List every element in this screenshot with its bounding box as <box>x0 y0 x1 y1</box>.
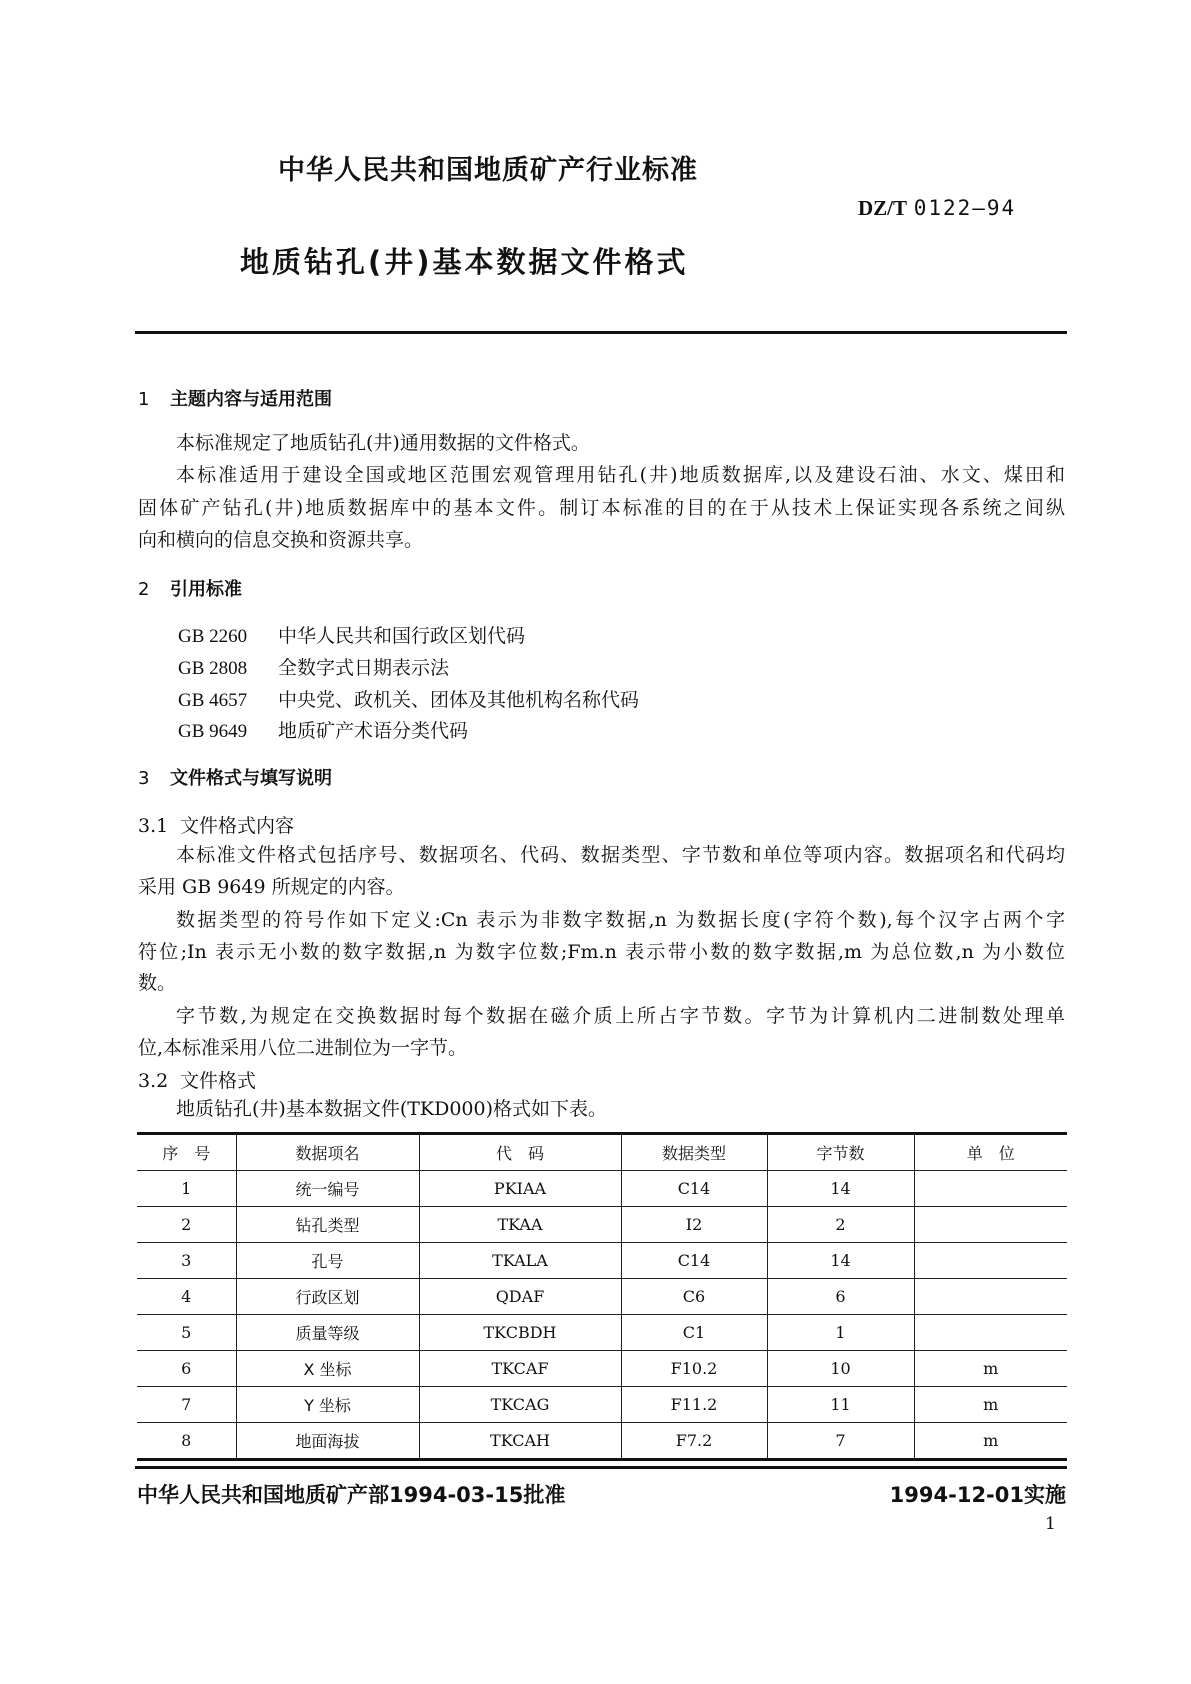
table-row <box>137 1171 1067 1207</box>
reference-item: GB 2808 全数字式日期表示法 <box>178 657 450 679</box>
table-cell: TKCBDH <box>419 1315 621 1351</box>
paragraph-line: 向和横向的信息交换和资源共享。 <box>138 529 424 551</box>
paragraph-line: 符位;In 表示无小数的数字数据,n 为数字位数;Fm.n 表示带小数的数字数据,m 为总位数,n 为小数位 <box>138 941 1065 963</box>
table-cell: 统一编号 <box>236 1171 419 1207</box>
table-cell: 11 <box>767 1387 914 1423</box>
paragraph-line: 位,本标准采用八位二进制位为一字节。 <box>138 1037 468 1059</box>
table-cell: 6 <box>767 1279 914 1315</box>
table-cell: 7 <box>137 1387 236 1423</box>
table-cell: 2 <box>767 1207 914 1243</box>
code-number: 0122—94 <box>913 196 1017 220</box>
table-cell: PKIAA <box>419 1171 621 1207</box>
table-row <box>137 1351 1067 1387</box>
table-cell: 8 <box>137 1423 236 1460</box>
section-3-2-heading: 3.2 文件格式 <box>138 1070 257 1092</box>
column-header: 单 位 <box>914 1134 1067 1171</box>
table-cell: 14 <box>767 1171 914 1207</box>
section-1-heading: 1 主题内容与适用范围 <box>138 389 332 410</box>
table-cell: 地面海拔 <box>236 1423 419 1460</box>
reference-item: GB 2260 中华人民共和国行政区划代码 <box>178 625 526 647</box>
table-header-row <box>137 1134 1067 1171</box>
table-cell: I2 <box>621 1207 767 1243</box>
table-cell: m <box>914 1351 1067 1387</box>
paragraph-line: 地质钻孔(井)基本数据文件(TKD000)格式如下表。 <box>176 1098 608 1120</box>
table-cell <box>914 1243 1067 1279</box>
reference-item: GB 4657 中央党、政机关、团体及其他机构名称代码 <box>178 689 640 711</box>
approval-text: 中华人民共和国地质矿产部1994-03-15批准 <box>137 1483 566 1507</box>
column-header: 字节数 <box>767 1134 914 1171</box>
table-cell: 1 <box>767 1315 914 1351</box>
table-cell: QDAF <box>419 1279 621 1315</box>
table-cell: F7.2 <box>621 1423 767 1460</box>
table-row <box>137 1279 1067 1315</box>
table-cell: 6 <box>137 1351 236 1387</box>
table-cell <box>914 1279 1067 1315</box>
table-cell: 14 <box>767 1243 914 1279</box>
column-header: 序 号 <box>137 1134 236 1171</box>
column-header: 代 码 <box>419 1134 621 1171</box>
data-format-table <box>137 1132 1067 1461</box>
table-cell: F10.2 <box>621 1351 767 1387</box>
document-title: 地质钻孔(井)基本数据文件格式 <box>240 245 689 279</box>
section-3-heading: 3 文件格式与填写说明 <box>138 768 332 789</box>
paragraph-line: 本标准文件格式包括序号、数据项名、代码、数据类型、字节数和单位等项内容。数据项名和代码均 <box>176 844 1065 866</box>
paragraph-line: 本标准适用于建设全国或地区范围宏观管理用钻孔(井)地质数据库,以及建设石油、水文、煤田和 <box>176 464 1065 486</box>
table-cell: C1 <box>621 1315 767 1351</box>
paragraph-line: 数据类型的符号作如下定义:Cn 表示为非数字数据,n 为数据长度(字符个数),每个汉字占两个字 <box>176 909 1065 931</box>
table-cell: 3 <box>137 1243 236 1279</box>
table-cell: 4 <box>137 1279 236 1315</box>
table-row <box>137 1423 1067 1460</box>
table-cell: C14 <box>621 1171 767 1207</box>
table-cell: TKCAG <box>419 1387 621 1423</box>
table-cell: 孔号 <box>236 1243 419 1279</box>
table-cell: TKAA <box>419 1207 621 1243</box>
section-3-1-heading: 3.1 文件格式内容 <box>138 815 295 837</box>
table-cell <box>914 1315 1067 1351</box>
page-number: 1 <box>1045 1514 1056 1534</box>
paragraph-line: 字节数,为规定在交换数据时每个数据在磁介质上所占字节数。字节为计算机内二进制数处理单 <box>176 1005 1065 1027</box>
table-cell: 5 <box>137 1315 236 1351</box>
table-cell: 钻孔类型 <box>236 1207 419 1243</box>
footer-divider <box>135 1466 1067 1469</box>
standard-category: 中华人民共和国地质矿产行业标准 <box>278 155 698 186</box>
paragraph-line: 本标准规定了地质钻孔(井)通用数据的文件格式。 <box>176 432 590 454</box>
paragraph-line: 数。 <box>138 972 177 994</box>
table-cell: 行政区划 <box>236 1279 419 1315</box>
table-cell: 1 <box>137 1171 236 1207</box>
reference-item: GB 9649 地质矿产术语分类代码 <box>178 720 469 742</box>
table-cell: 7 <box>767 1423 914 1460</box>
table-cell: C6 <box>621 1279 767 1315</box>
table-row <box>137 1207 1067 1243</box>
column-header: 数据类型 <box>621 1134 767 1171</box>
header-divider <box>135 331 1067 334</box>
table-cell: F11.2 <box>621 1387 767 1423</box>
table-cell: C14 <box>621 1243 767 1279</box>
table-row <box>137 1315 1067 1351</box>
effective-date-text: 1994-12-01实施 <box>889 1483 1066 1507</box>
column-header: 数据项名 <box>236 1134 419 1171</box>
table-cell: 10 <box>767 1351 914 1387</box>
paragraph-line: 固体矿产钻孔(井)地质数据库中的基本文件。制订本标准的目的在于从技术上保证实现各系统之间纵 <box>138 497 1065 519</box>
section-2-heading: 2 引用标准 <box>138 579 242 600</box>
code-prefix: DZ/T <box>858 196 908 220</box>
table-cell: Y 坐标 <box>236 1387 419 1423</box>
table-cell: TKCAF <box>419 1351 621 1387</box>
table-cell <box>914 1171 1067 1207</box>
table-row <box>137 1243 1067 1279</box>
table-cell: m <box>914 1423 1067 1460</box>
table-cell: m <box>914 1387 1067 1423</box>
table-cell <box>914 1207 1067 1243</box>
table-row <box>137 1387 1067 1423</box>
table-cell: TKCAH <box>419 1423 621 1460</box>
standard-code <box>858 196 1016 221</box>
table-cell: X 坐标 <box>236 1351 419 1387</box>
paragraph-line: 采用 GB 9649 所规定的内容。 <box>138 876 405 898</box>
table-cell: 2 <box>137 1207 236 1243</box>
table-cell: TKALA <box>419 1243 621 1279</box>
table-cell: 质量等级 <box>236 1315 419 1351</box>
